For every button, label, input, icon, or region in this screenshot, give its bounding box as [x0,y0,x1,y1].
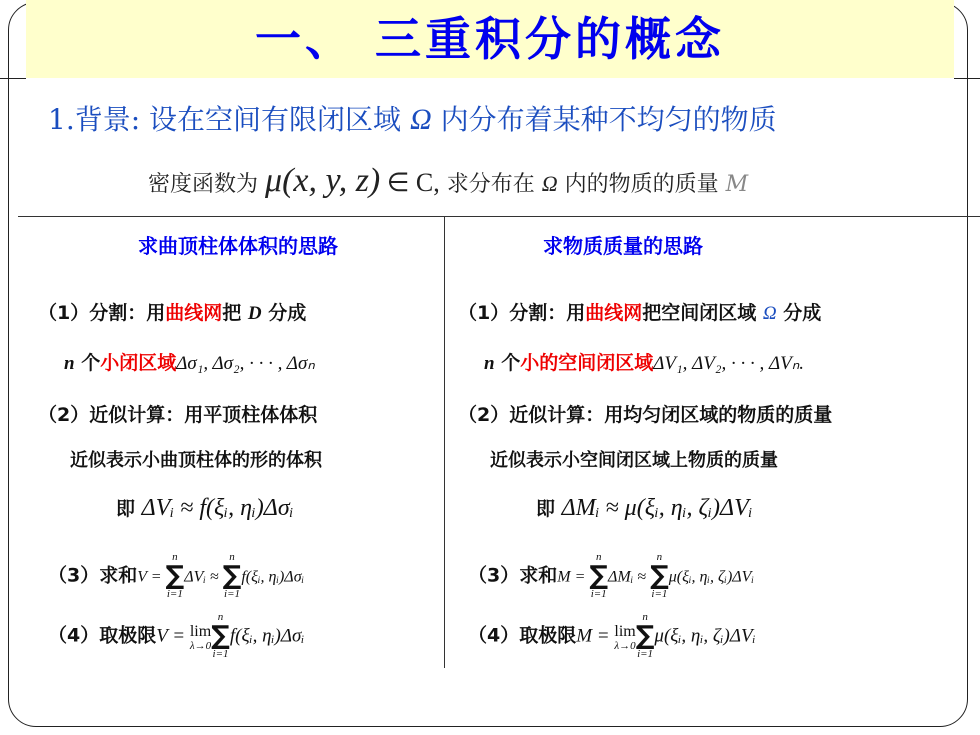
right-step2b: 近似表示小空间闭区域上物质的质量 [490,450,778,471]
right-step1b: n 个小的空间闭区域ΔV₁, ΔV₂, · · · , ΔVₙ. [484,352,805,374]
left-approx: 即 ΔVᵢ ≈ f(ξᵢ, ηᵢ)Δσᵢ [116,495,294,521]
background-line: 1.背景: 设在空间有限闭区域 Ω 内分布着某种不均匀的物质 [48,103,777,136]
density-line: 密度函数为 μ(x, y, z) ∈ C, 求分布在 Ω 内的物质的质量 M [148,162,749,199]
right-heading: 求物质质量的思路 [543,234,703,258]
mass-symbol: M [725,172,749,197]
left-step4: （4）取极限V = lim λ→0 n ∑ i=1 f(ξᵢ, ηᵢ)Δσᵢ [48,611,305,660]
left-step2b: 近似表示小曲顶柱体的形的体积 [70,450,322,471]
left-step3: （3）求和V = n ∑ i=1 ΔVᵢ ≈ n ∑ i=1 f(ξᵢ, ηᵢ)Δσᵢ [48,551,305,600]
divider-horizontal [18,216,980,217]
divider-vertical [444,216,445,668]
density-formula: μ(x, y, z) [265,162,381,199]
left-heading: 求曲顶柱体体积的思路 [138,234,338,258]
right-approx: 即 ΔMᵢ ≈ μ(ξᵢ, ηᵢ, ζᵢ)ΔVᵢ [536,495,753,521]
slide-title: 一、 三重积分的概念 [254,12,725,66]
right-step3: （3）求和M = n ∑ i=1 ΔMᵢ ≈ n ∑ i=1 μ(ξᵢ, ηᵢ, ζᵢ)ΔVᵢ [468,551,754,600]
left-step1b: n 个小闭区域Δσ₁, Δσ₂, · · · , Δσₙ [64,352,315,374]
right-step2: （2）近似计算：用均匀闭区域的物质的质量 [458,404,833,426]
left-step2: （2）近似计算：用平顶柱体体积 [38,404,318,426]
title-bar [26,0,954,78]
omega-symbol: Ω [409,103,432,136]
top-rule-left [0,78,26,79]
left-step1: （1）分割：用曲线网把 D 分成 [38,302,307,324]
top-rule-right [954,78,980,79]
background-label: 1.背景 [48,103,131,136]
right-column [458,230,968,660]
left-column [38,230,438,660]
right-step1: （1）分割：用曲线网把空间闭区域 Ω 分成 [458,302,822,324]
right-step4: （4）取极限M = lim λ→0 n ∑ i=1 μ(ξᵢ, ηᵢ, ζᵢ)ΔVᵢ [468,611,756,660]
background-text: 设在空间有限闭区域 [140,103,410,136]
